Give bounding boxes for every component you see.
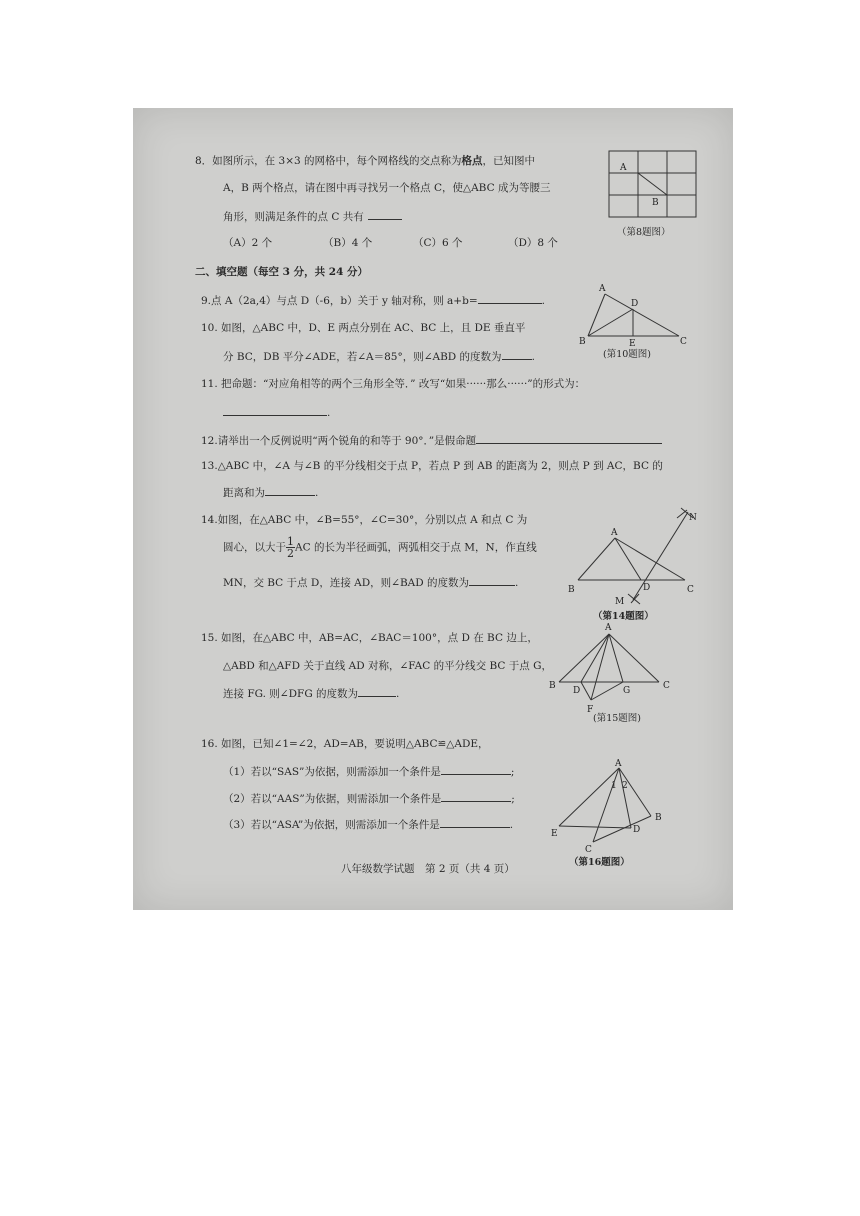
q15-caption: (第15题图) [593, 713, 642, 724]
q14-label-a: A [611, 528, 618, 538]
q14-line2: 圆心，以大于 $\frac{1}{2}$ AC 的长为半径画弧，两弧相交于点 M，N，作直线 [223, 535, 537, 560]
q16-part2: （2）若以“AAS”为依据，则需添加一个条件是 ; [223, 790, 515, 806]
q8-line1: 8．如图所示，在 3×3 的网格中，每个网格线的交点称为格点，已知图中 [195, 155, 536, 167]
q13-line1: 13.△ABC 中，∠A 与∠B 的平分线相交于点 P，若点 P 到 AB 的距离为 2，则点 P 到 AC，BC 的 [201, 460, 663, 472]
q13-line2: 距离和为 . [223, 484, 318, 500]
q14-caption: （第14题图） [593, 611, 654, 622]
q10-label-c: C [680, 337, 687, 347]
q8-label-a: A [620, 163, 627, 173]
q15-label-c: C [663, 681, 670, 691]
q15-line3: 连接 FG. 则∠DFG 的度数为 . [223, 685, 399, 701]
q10-caption: (第10题图) [603, 349, 652, 360]
q15-line1: 15. 如图，在△ABC 中，AB=AC，∠BAC＝100°，点 D 在 BC 边上， [201, 632, 538, 644]
q16-label-c: C [585, 845, 592, 855]
q8-option-d: （D）8 个 [508, 237, 558, 249]
q15-label-d: D [573, 686, 581, 696]
q15-label-a: A [605, 623, 612, 633]
q14-label-c: C [687, 585, 694, 595]
q14-label-d: D [643, 583, 651, 593]
q14-label-m: M [615, 597, 625, 607]
q8-option-b: （B）4 个 [323, 237, 373, 249]
q16-triangle-figure [551, 759, 671, 855]
q11-answer-blank: . [223, 404, 330, 419]
q15-label-g: G [623, 686, 631, 696]
q14-label-n: N [689, 513, 697, 523]
q16-label-b: B [655, 813, 662, 823]
q15-triangle-figure [551, 624, 671, 714]
q10-label-d: D [631, 299, 639, 309]
q16-label-1: 1 [611, 781, 617, 791]
q16-caption: （第16题图） [569, 857, 630, 868]
q16-label-e: E [551, 829, 558, 839]
q15-label-f: F [587, 705, 594, 715]
half-fraction: $\frac{1}{2}$ [287, 535, 294, 560]
q11-line1: 11. 把命题：“对应角相等的两个三角形全等．” 改写“如果······那么······”的形式为： [201, 378, 586, 390]
q14-label-b: B [568, 585, 575, 595]
q14-line3: MN，交 BC 于点 D，连接 AD，则∠BAD 的度数为 . [223, 574, 518, 590]
q8-label-b: B [652, 198, 659, 208]
q8-option-c: （C）6 个 [413, 237, 463, 249]
q10-label-e: E [629, 339, 636, 349]
q10-triangle-figure [579, 284, 688, 349]
q14-line1: 14.如图，在△ABC 中，∠B=55°，∠C=30°，分别以点 A 和点 C 为 [201, 514, 528, 526]
q16-part3: （3）若以“ASA”为依据，则需添加一个条件是 . [223, 816, 513, 832]
q10-label-a: A [599, 284, 606, 294]
q16-part1: （1）若以“SAS”为依据，则需添加一个条件是 ; [223, 763, 514, 779]
q14-triangle-figure [568, 506, 703, 607]
q10-line2: 分 BC，DB 平分∠ADE，若∠A＝85°，则∠ABD 的度数为 . [223, 348, 535, 364]
q12-text: 12.请举出一个反例说明“两个锐角的和等于 90°．”是假命题 [201, 432, 662, 448]
q15-line2: △ABD 和△AFD 关于直线 AD 对称，∠FAC 的平分线交 BC 于点 G， [223, 660, 552, 672]
q15-label-b: B [549, 681, 556, 691]
q9-text: 9.点 A（2a,4）与点 D（-6，b）关于 y 轴对称，则 a+b= . [201, 292, 545, 308]
q8-option-a: （A）2 个 [223, 237, 273, 249]
section-heading: 二、填空题（每空 3 分，共 24 分） [195, 266, 369, 278]
q10-label-b: B [579, 337, 586, 347]
q8-caption: （第8题图） [617, 227, 671, 238]
page-footer: 八年级数学试题 第 2 页（共 4 页） [341, 863, 515, 875]
q16-label-a: A [615, 759, 622, 769]
q8-line2: A，B 两个格点，请在图中再寻找另一个格点 C，使△ABC 成为等腰三 [223, 182, 551, 194]
q8-line3: 角形，则满足条件的点 C 共有 [223, 208, 402, 224]
q16-label-2: 2 [622, 781, 628, 791]
q10-line1: 10. 如图，△ABC 中，D、E 两点分别在 AC、BC 上，且 DE 垂直平 [201, 322, 526, 334]
q16-label-d: D [633, 825, 641, 835]
q16-line1: 16. 如图，已知∠1=∠2，AD=AB，要说明△ABC≌△ADE， [201, 738, 489, 750]
q8-grid-figure [608, 150, 698, 218]
exam-page [133, 108, 733, 910]
